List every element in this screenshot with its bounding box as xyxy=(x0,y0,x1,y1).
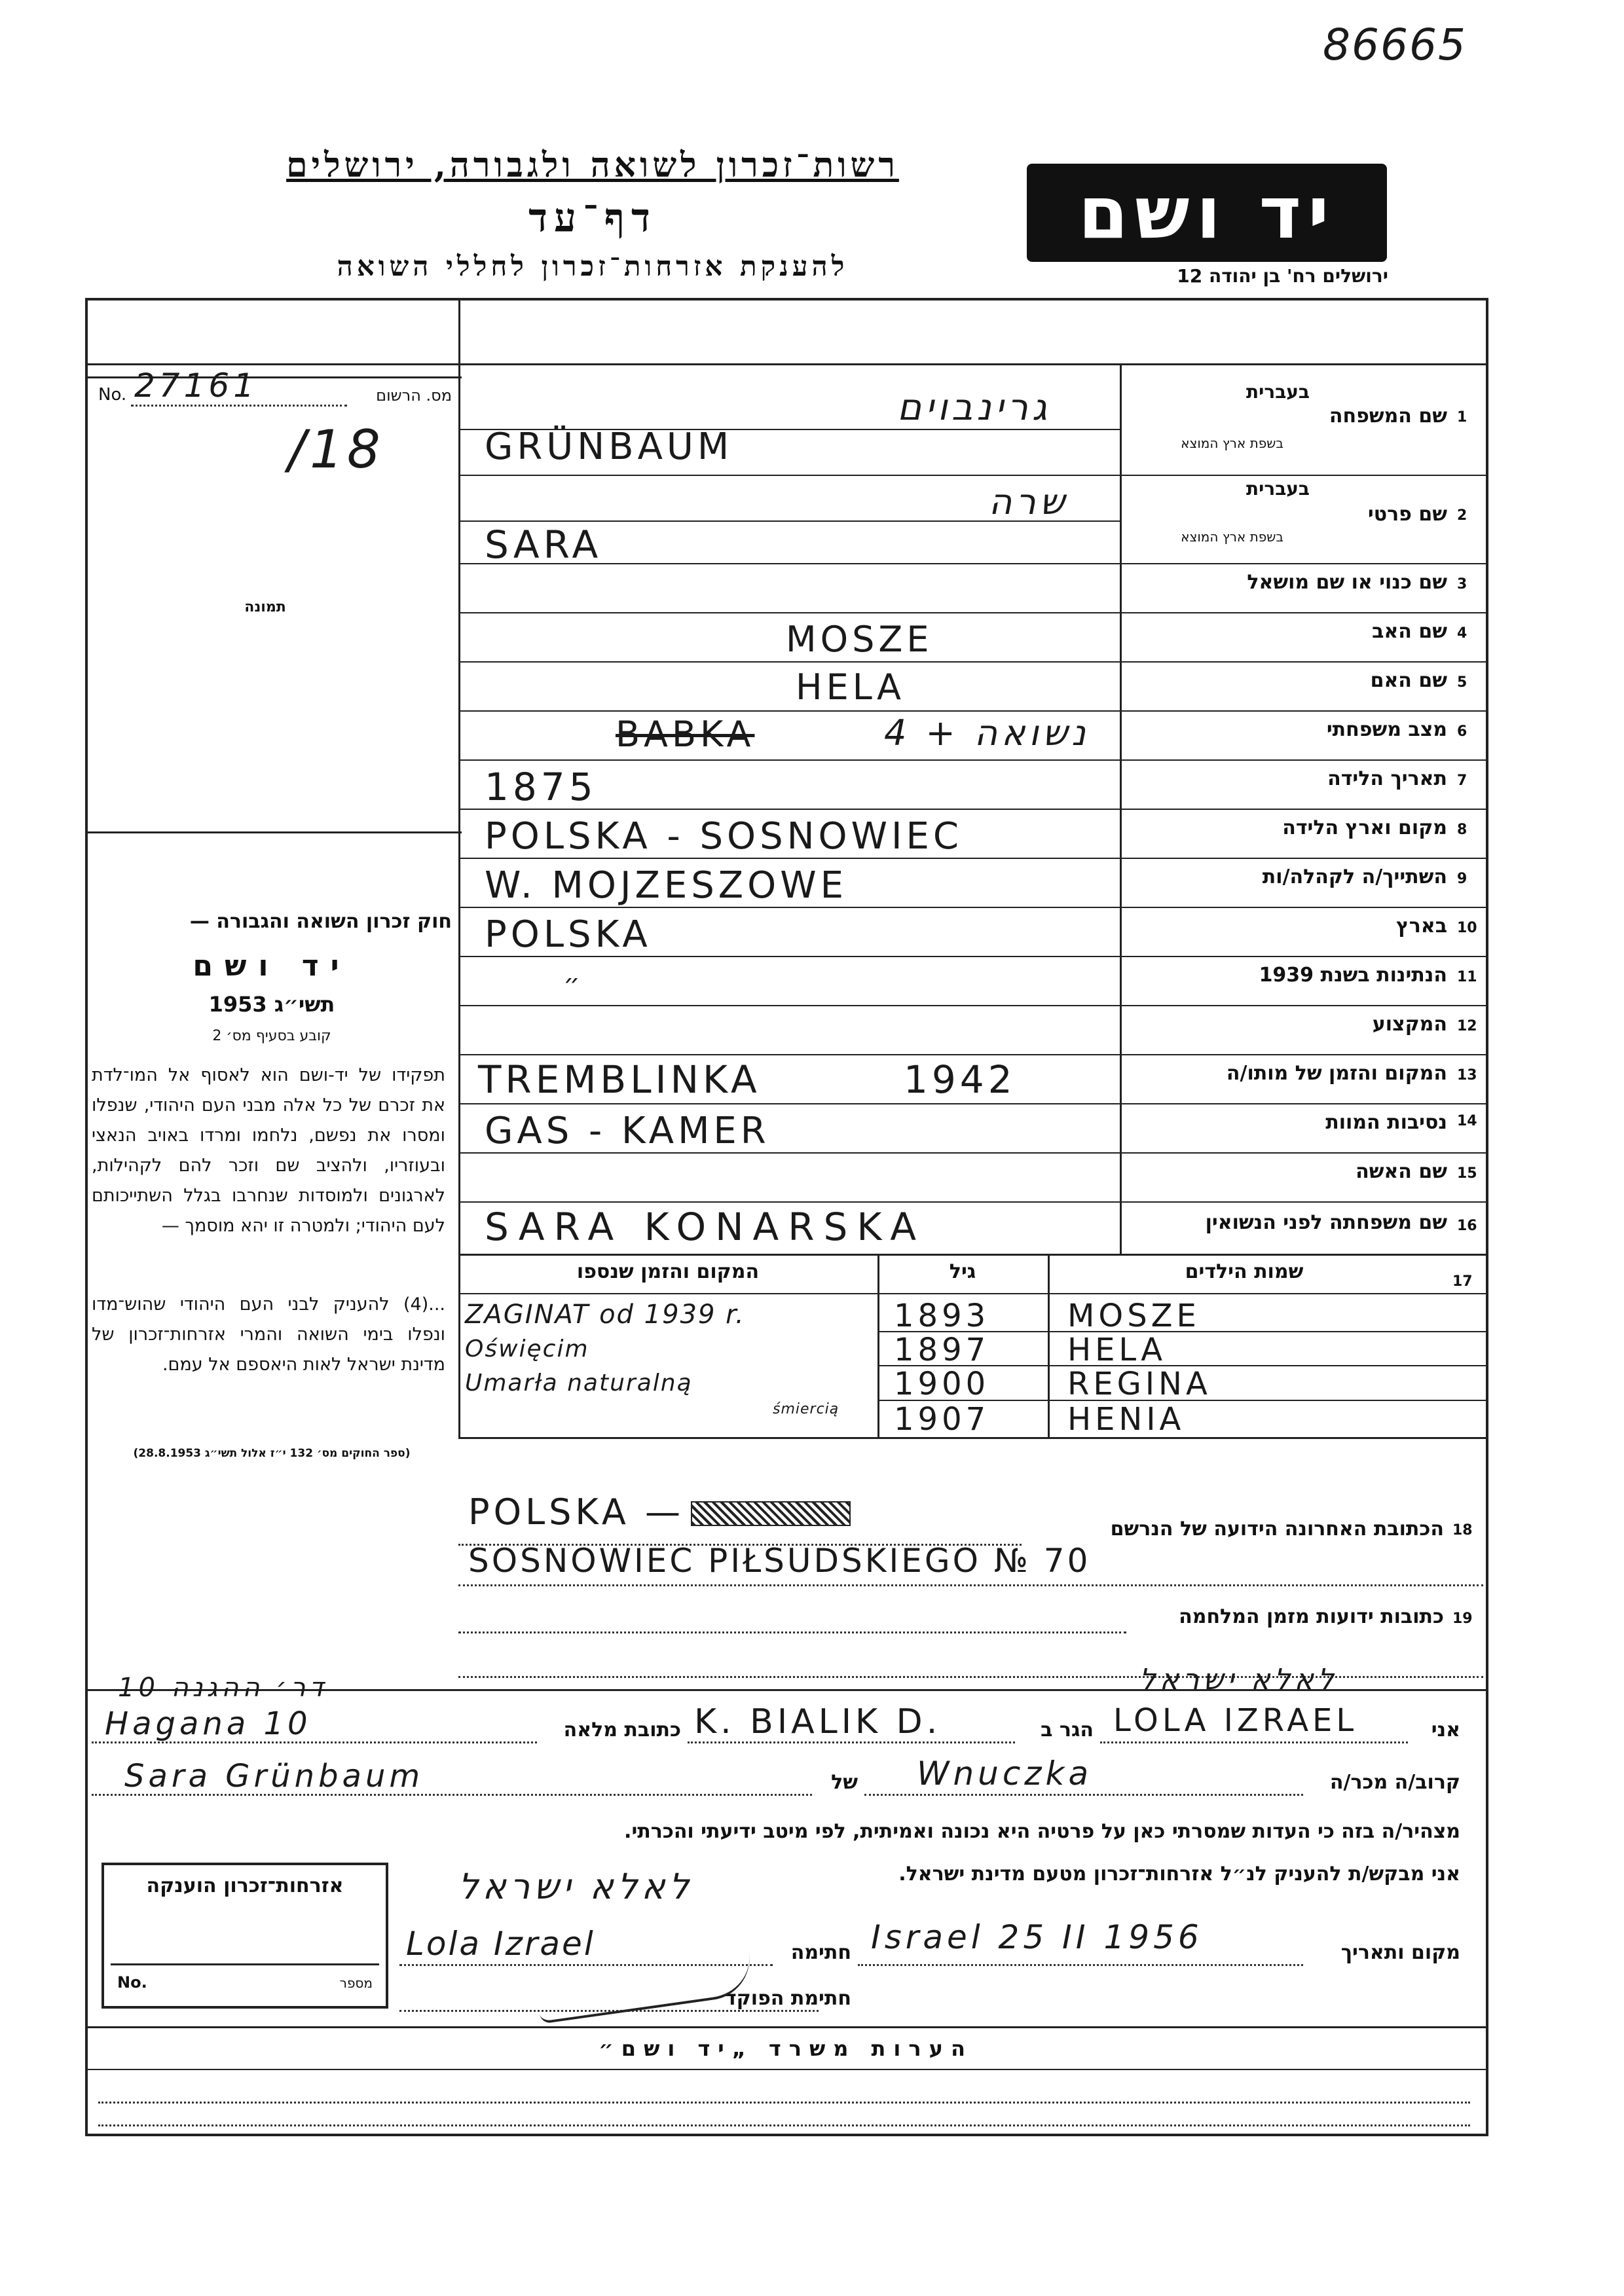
field-7-num: 7 xyxy=(1457,773,1467,789)
field-13-value-year[interactable]: 1942 xyxy=(904,1057,1016,1102)
law-year: תשי״ג 1953 xyxy=(208,992,335,1017)
field-4-label: שם האב xyxy=(1372,620,1447,643)
archive-number: 86665 xyxy=(1323,20,1467,70)
child-3-age[interactable]: 1900 xyxy=(894,1366,990,1402)
remarks-title: הערות משרד „יד ושם״ xyxy=(599,2036,973,2061)
field-4-num: 4 xyxy=(1457,625,1467,642)
field-6-num: 6 xyxy=(1457,723,1467,740)
child-2-name[interactable]: HELA xyxy=(1067,1332,1167,1368)
field-3-label: שם כנוי או שם מושאל xyxy=(1247,571,1447,594)
field-16-value[interactable]: SARA KONARSKA xyxy=(485,1205,926,1249)
field-11-value[interactable]: ״ xyxy=(563,969,584,999)
field-10-label: בארץ xyxy=(1395,915,1447,938)
place-date-value[interactable]: Israel 25 II 1956 xyxy=(871,1918,1203,1956)
field-15-num: 15 xyxy=(1457,1165,1477,1182)
declarant-city[interactable]: K. BIALIK D. xyxy=(694,1702,942,1741)
child-4-place[interactable]: śmiercią xyxy=(773,1401,840,1417)
field-10-value[interactable]: POLSKA xyxy=(485,913,652,956)
field-11-num: 11 xyxy=(1457,969,1477,985)
field-13-value[interactable]: TREMBLINKA xyxy=(478,1057,761,1102)
declaration-line-1: מצהיר/ה בזה כי העדות שמסרתי כאן על פרטיה היא נכונה ואמיתית, לפי מיטב ידיעתי והכרתי. xyxy=(624,1820,1460,1843)
signature-heb[interactable]: לאלא ישראל xyxy=(458,1866,693,1907)
address19-num: 19 xyxy=(1452,1611,1473,1627)
registry-suffix: /18 xyxy=(288,419,384,480)
form-subtitle: להענקת אזרחות־זכרון לחללי השואה xyxy=(337,250,849,282)
declarant-street-heb[interactable]: דר׳ ההגנה 10 xyxy=(118,1673,328,1703)
logo-text: יד ושם xyxy=(1078,171,1336,255)
signature-label: חתימה xyxy=(790,1941,851,1964)
address19-label: כתובות ידועות מזמן המלחמה xyxy=(1179,1605,1444,1628)
registry-number: 27161 xyxy=(134,367,259,405)
child-2-age[interactable]: 1897 xyxy=(894,1332,990,1368)
field-16-num: 16 xyxy=(1457,1218,1477,1234)
field-16-label: שם משפחתה לפני הנשואין xyxy=(1205,1211,1447,1234)
field-11-label: הנתינות בשנת 1939 xyxy=(1259,964,1447,987)
child-3-place[interactable]: Umarła naturalną xyxy=(465,1370,693,1396)
relative-value[interactable]: Wnuczka xyxy=(917,1755,1093,1793)
field-6-label: מצב משפחתי xyxy=(1326,718,1447,741)
field-8-label: מקום וארץ הלידה xyxy=(1282,816,1447,839)
declaration-line-2: אני מבקש/ת להעניק לנ״ל אזרחות־זכרון מטעם מדינת ישראל. xyxy=(898,1863,1460,1886)
declarant-name-heb[interactable]: לאלא ישראל xyxy=(1139,1663,1338,1696)
field-1-value-heb[interactable]: גרינבוים xyxy=(897,386,1051,429)
form-title: דף־עד xyxy=(528,195,657,241)
photo-label: תמונה xyxy=(244,599,286,615)
child-4-age[interactable]: 1907 xyxy=(894,1401,990,1438)
field-2-value[interactable]: SARA xyxy=(485,522,602,567)
declarant-name[interactable]: LOLA IZRAEL xyxy=(1113,1702,1358,1739)
field-3-num: 3 xyxy=(1457,576,1467,592)
field-2-value-heb[interactable]: שרה xyxy=(989,481,1069,522)
field-6-value-struck[interactable]: BABKA xyxy=(616,714,755,755)
child-1-name[interactable]: MOSZE xyxy=(1067,1298,1200,1334)
header-address: ירושלים רח' בן יהודה 12 xyxy=(1177,265,1388,287)
address18-num: 18 xyxy=(1452,1522,1473,1539)
law-clause: קובע בסעיף מס׳ 2 xyxy=(212,1028,331,1044)
address18-label: הכתובת האחרונה הידועה של הנרשם xyxy=(1110,1518,1444,1540)
field-8-num: 8 xyxy=(1457,822,1467,838)
child-2-place[interactable]: Oświęcim xyxy=(465,1336,589,1362)
field-15-label: שם האשה xyxy=(1356,1160,1447,1183)
authority-title: רשות־זכרון לשואה ולגבורה, ירושלים xyxy=(286,145,899,185)
field-1-label: שם המשפחה xyxy=(1329,405,1447,428)
children-col-age: גיל xyxy=(949,1260,976,1283)
law-paragraph-2: ...(4) להעניק לבני העם היהודי שהוש־מדו ונפלו בימי השואה והמרי אזרחות־זכרון של מדינת ישראל לאות היאספם אל עמם. xyxy=(92,1294,445,1375)
law-title: חוק זכרון השואה והגבורה — xyxy=(189,910,452,933)
field-6-value-extra[interactable]: נשואה + 4 xyxy=(884,712,1090,754)
child-4-name[interactable]: HENIA xyxy=(1067,1401,1185,1438)
declarant-full-address-label: כתובת מלאה xyxy=(563,1719,681,1741)
field-8-value[interactable]: POLSKA - SOSNOWIEC xyxy=(485,815,963,858)
field-1-heb-label: בעברית xyxy=(1246,381,1310,403)
field-12-num: 12 xyxy=(1457,1018,1477,1034)
law-source: (ספר החוקים מס׳ 132 י״ז אלול תשי״ג 28.8.1953) xyxy=(133,1447,411,1460)
field-2-num: 2 xyxy=(1457,507,1467,524)
law-name: יד ושם xyxy=(193,949,351,983)
declarant-street[interactable]: Hagana 10 xyxy=(105,1705,312,1742)
field-1-num: 1 xyxy=(1457,409,1467,426)
field-2-label: שם פרטי xyxy=(1367,503,1447,526)
field-2-local-label: בשפת ארץ המוצא xyxy=(1181,529,1283,545)
registry-label: מס. הרשום xyxy=(376,386,452,405)
field-10-num: 10 xyxy=(1457,920,1477,936)
field-4-value[interactable]: MOSZE xyxy=(786,619,933,660)
field-14-value[interactable]: GAS - KAMER xyxy=(485,1110,770,1152)
signature-value[interactable]: Lola Izrael xyxy=(406,1925,595,1963)
child-1-place[interactable]: ZAGINAT od 1939 r. xyxy=(465,1300,745,1330)
address18-line2[interactable]: SOSNOWIEC PIŁSUDSKIEGO № 70 xyxy=(468,1542,1091,1580)
field-1-local-label: בשפת ארץ המוצא xyxy=(1181,435,1283,451)
children-num: 17 xyxy=(1452,1273,1473,1290)
field-13-label: המקום והזמן של מותו/ה xyxy=(1226,1062,1447,1085)
law-paragraph-1: תפקידו של יד-ושם הוא לאסוף אל המו־לדת את זכרם של כל אלה מבני העם היהודי, שנפלו ומסרו את נפשם, נלחמו ומרדו באויב הנאצי ובעוזריו, ולהציב שם וזכר להם לקהילות, לארגונים ולמוסדות שנחרבו בגלל השתייכותם לעם היהודי; ולמטרה זו יהא מוסמך — xyxy=(92,1065,445,1236)
field-12-label: המקצוע xyxy=(1372,1013,1447,1036)
field-9-num: 9 xyxy=(1457,871,1467,887)
child-3-name[interactable]: REGINA xyxy=(1067,1366,1211,1402)
field-7-label: תאריך הלידה xyxy=(1327,767,1447,790)
address18-scribble xyxy=(691,1501,851,1526)
yad-vashem-logo xyxy=(1027,164,1387,262)
children-col-place: המקום והזמן שנספו xyxy=(576,1260,760,1283)
declarant-resides: הגר ב xyxy=(1041,1719,1094,1741)
citizenship-box xyxy=(101,1863,388,2009)
field-2-heb-label: בעברית xyxy=(1246,478,1310,500)
field-5-num: 5 xyxy=(1457,674,1467,691)
place-date-label: מקום ותאריך xyxy=(1340,1941,1460,1964)
citizenship-box-number-label: מספר xyxy=(339,1975,373,1991)
field-14-num: 14 xyxy=(1457,1113,1477,1129)
officer-label: חתימת הפוקד xyxy=(725,1987,851,2010)
field-14-label: נסיבות המוות xyxy=(1325,1111,1447,1134)
child-1-age[interactable]: 1893 xyxy=(894,1298,990,1334)
field-7-value[interactable]: 1875 xyxy=(485,765,597,809)
field-9-label: השתייך/ה לקהלה/ות xyxy=(1262,866,1447,888)
field-5-label: שם האם xyxy=(1370,669,1447,692)
of-label: של xyxy=(831,1771,858,1794)
field-5-value[interactable]: HELA xyxy=(796,666,905,708)
children-col-names: שמות הילדים xyxy=(1185,1260,1304,1283)
of-value[interactable]: Sara Grünbaum xyxy=(124,1758,424,1795)
field-13-num: 13 xyxy=(1457,1067,1477,1084)
address18-line1[interactable]: POLSKA — xyxy=(468,1491,684,1533)
relative-label: קרוב/ה מכר/ה xyxy=(1329,1771,1460,1794)
field-1-value[interactable]: GRÜNBAUM xyxy=(485,426,733,468)
registry-no-label: No. xyxy=(98,385,127,405)
citizenship-box-title: אזרחות־זכרון הוענקה xyxy=(146,1874,344,1897)
citizenship-box-no: No. xyxy=(117,1973,147,1992)
declarant-ani: אני xyxy=(1431,1719,1460,1741)
field-9-value[interactable]: W. MOJZESZOWE xyxy=(485,864,847,907)
